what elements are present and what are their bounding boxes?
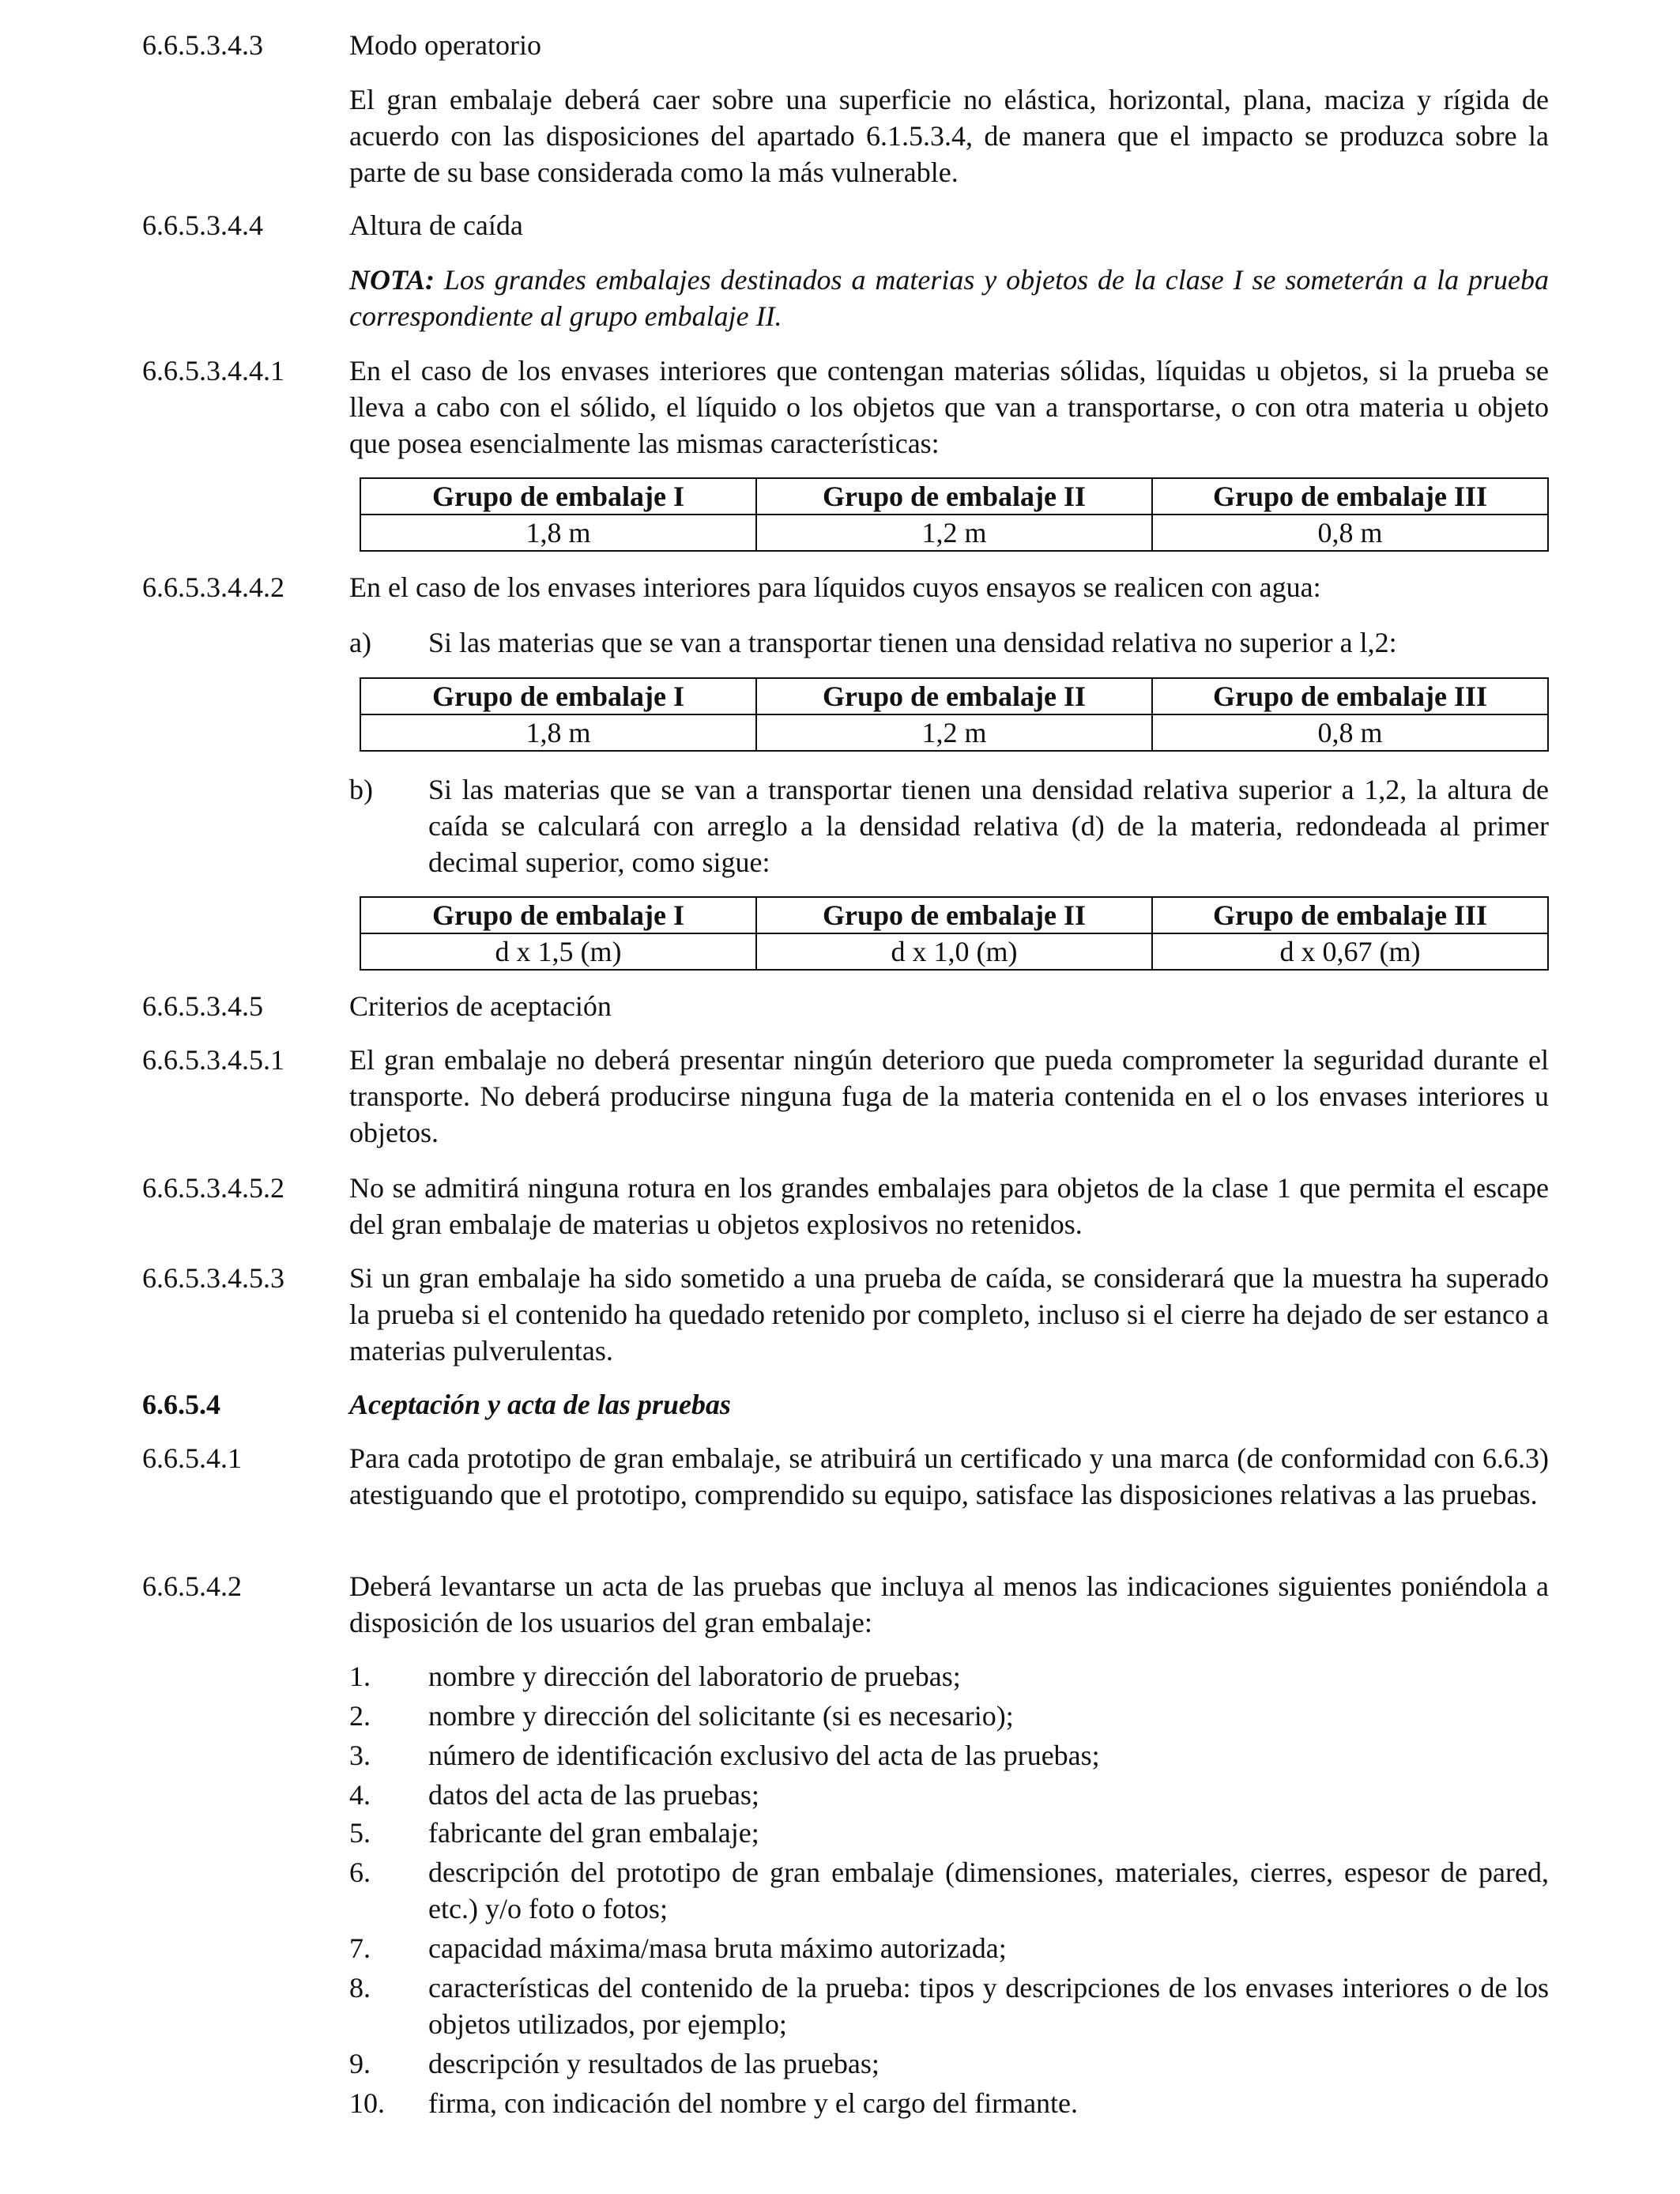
- section-number: 6.6.5.3.4.3: [142, 29, 263, 61]
- list-text: características del contenido de la prueba: tipos y descripciones de los envases interiores o de los objetos utilizados, por ejemplo;: [428, 1972, 1549, 2040]
- table-row: [360, 515, 1548, 551]
- section-number: 6.6.5.3.4.5: [142, 990, 263, 1022]
- drop-height-table-1: [360, 477, 1549, 552]
- table-cell: 1,2 m: [756, 714, 1152, 751]
- table-cell: d x 0,67 (m): [1152, 933, 1548, 970]
- table-cell: 1,8 m: [360, 714, 756, 751]
- drop-height-table-2: [360, 677, 1549, 752]
- list-text: datos del acta de las pruebas;: [428, 1779, 759, 1811]
- section-number: 6.6.5.3.4.5.1: [142, 1044, 284, 1076]
- section-number: 6.6.5.3.4.5.2: [142, 1172, 284, 1204]
- table-cell: d x 1,0 (m): [756, 933, 1152, 970]
- table-cell: 0,8 m: [1152, 714, 1548, 751]
- list-number: 5.: [349, 1817, 371, 1849]
- item-text: Si las materias que se van a transportar tienen una densidad relativa no superior a l,2:: [428, 627, 1397, 658]
- list-text: nombre y dirección del laboratorio de pruebas;: [428, 1661, 961, 1692]
- list-number: 6.: [349, 1857, 371, 1888]
- section-paragraph: Para cada prototipo de gran embalaje, se atribuirá un certificado y una marca (de conformidad con 6.6.3) atestiguando que el prototipo, comprendido su equipo, satisface las disposiciones relativas a las pruebas.: [349, 1442, 1549, 1510]
- list-number: 3.: [349, 1740, 371, 1771]
- section-title: Aceptación y acta de las pruebas: [349, 1389, 731, 1420]
- list-number: 10.: [349, 2087, 385, 2119]
- list-text: capacidad máxima/masa bruta máximo autorizada;: [428, 1932, 1007, 1964]
- list-text: descripción y resultados de las pruebas;: [428, 2048, 880, 2079]
- table-header-cell: Grupo de embalaje III: [1152, 678, 1548, 714]
- item-text: Si las materias que se van a transportar tienen una densidad relativa superior a 1,2, la altura de caída se calculará con arreglo a la densidad relativa (d) de la materia, redondeada al primer decimal superior, como sigue:: [428, 774, 1549, 878]
- table-header-row: [360, 678, 1548, 714]
- list-number: 7.: [349, 1932, 371, 1964]
- table-header-cell: Grupo de embalaje I: [360, 897, 756, 933]
- section-number: 6.6.5.3.4.4.2: [142, 571, 284, 603]
- table-header-cell: Grupo de embalaje III: [1152, 897, 1548, 933]
- item-label: a): [349, 627, 371, 658]
- list-number: 4.: [349, 1779, 371, 1811]
- section-number: 6.6.5.4: [142, 1389, 220, 1420]
- section-number: 6.6.5.4.2: [142, 1570, 242, 1602]
- section-paragraph: En el caso de los envases interiores que contengan materias sólidas, líquidas u objetos, si la prueba se lleva a cabo con el sólido, el líquido o los objetos que van a transportarse, o con otra materia u objeto que posea esencialmente las mismas características:: [349, 355, 1549, 459]
- note-paragraph: [349, 262, 1549, 334]
- table-row: [360, 933, 1548, 970]
- section-paragraph: El gran embalaje deberá caer sobre una superficie no elástica, horizontal, plana, maciza y rígida de acuerdo con las disposiciones del apartado 6.1.5.3.4, de manera que el impacto se produzca sobre la parte de su base considerada como la más vulnerable.: [349, 84, 1549, 188]
- table-header-cell: Grupo de embalaje III: [1152, 478, 1548, 515]
- section-paragraph: Si un gran embalaje ha sido sometido a una prueba de caída, se considerará que la muestra ha superado la prueba si el contenido ha quedado retenido por completo, incluso si el cierre ha dejado de ser estanco a materias pulverulentas.: [349, 1262, 1549, 1367]
- list-text: fabricante del gran embalaje;: [428, 1817, 759, 1849]
- table-header-row: [360, 478, 1548, 515]
- table-cell: 1,8 m: [360, 515, 756, 551]
- table-header-cell: Grupo de embalaje II: [756, 478, 1152, 515]
- table-cell: d x 1,5 (m): [360, 933, 756, 970]
- list-number: 1.: [349, 1661, 371, 1692]
- section-title: Altura de caída: [349, 209, 523, 241]
- drop-height-table-3: [360, 896, 1549, 971]
- table-header-cell: Grupo de embalaje II: [756, 678, 1152, 714]
- list-number: 9.: [349, 2048, 371, 2079]
- table-header-cell: Grupo de embalaje I: [360, 478, 756, 515]
- section-title: Criterios de aceptación: [349, 990, 612, 1022]
- list-text: nombre y dirección del solicitante (si es necesario);: [428, 1700, 1014, 1732]
- section-number: 6.6.5.3.4.4: [142, 209, 263, 241]
- section-number: 6.6.5.4.1: [142, 1442, 242, 1474]
- note-text: Los grandes embalajes destinados a materias y objetos de la clase I se someterán a la prueba correspondiente al grupo embalaje II.: [349, 264, 1549, 332]
- table-cell: 0,8 m: [1152, 515, 1548, 551]
- table-header-cell: Grupo de embalaje II: [756, 897, 1152, 933]
- list-text: descripción del prototipo de gran embalaje (dimensiones, materiales, cierres, espesor de pared, etc.) y/o foto o fotos;: [428, 1857, 1549, 1924]
- list-number: 8.: [349, 1972, 371, 2004]
- table-cell: 1,2 m: [756, 515, 1152, 551]
- list-number: 2.: [349, 1700, 371, 1732]
- table-row: [360, 714, 1548, 751]
- section-paragraph: En el caso de los envases interiores para líquidos cuyos ensayos se realicen con agua:: [349, 571, 1321, 603]
- section-paragraph: Deberá levantarse un acta de las pruebas que incluya al menos las indicaciones siguientes poniéndola a disposición de los usuarios del gran embalaje:: [349, 1570, 1549, 1638]
- table-header-cell: Grupo de embalaje I: [360, 678, 756, 714]
- section-title: Modo operatorio: [349, 29, 541, 61]
- item-label: b): [349, 774, 373, 805]
- section-number: 6.6.5.3.4.4.1: [142, 355, 284, 386]
- section-paragraph: No se admitirá ninguna rotura en los grandes embalajes para objetos de la clase 1 que permita el escape del gran embalaje de materias u objetos explosivos no retenidos.: [349, 1172, 1549, 1240]
- list-text: firma, con indicación del nombre y el cargo del firmante.: [428, 2087, 1079, 2119]
- section-number: 6.6.5.3.4.5.3: [142, 1262, 284, 1294]
- section-paragraph: El gran embalaje no deberá presentar ningún deterioro que pueda comprometer la seguridad durante el transporte. No deberá producirse ninguna fuga de la materia contenida en el o los envases interiores u objetos.: [349, 1044, 1549, 1148]
- table-header-row: [360, 897, 1548, 933]
- list-text: número de identificación exclusivo del acta de las pruebas;: [428, 1740, 1100, 1771]
- note-label: NOTA:: [349, 264, 435, 296]
